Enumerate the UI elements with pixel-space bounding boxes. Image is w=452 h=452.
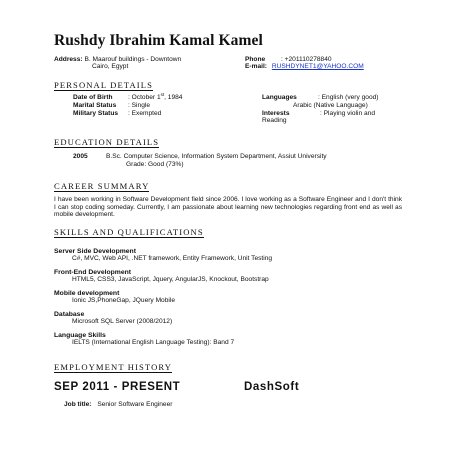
section-skills (54, 227, 204, 237)
dob-value-sup: st (160, 91, 165, 97)
address-line1: B. Maarouf buildings - Downtown (84, 56, 182, 63)
skill-body: IELTS (International English Language Testing): Band 7 (72, 339, 235, 346)
skill-head: Mobile development (54, 290, 120, 297)
phone-value: : +201110278840 (281, 56, 332, 63)
skill-body: C#, MVC, Web API, .NET framework, Entity Framework, Unit Testing (72, 255, 273, 262)
military-row (73, 110, 161, 118)
section-education-details (54, 137, 159, 147)
skill-head: Server Side Development (54, 248, 136, 255)
interests-value2: Reading (262, 117, 287, 124)
section-career-summary (54, 181, 149, 191)
address-line2: Cairo, Egypt (92, 63, 129, 70)
skill-body: HTML5, CSS3, JavaScript, Jquery, AngularJS, Knockout, Bootstrap (72, 276, 269, 283)
dob-value-post: , 1984 (164, 94, 183, 101)
dob-value-pre: : October 1 (128, 94, 161, 101)
military-label: Military Status (73, 110, 119, 117)
section-title: CAREER SUMMARY (54, 181, 150, 191)
phone-label: Phone (245, 56, 266, 63)
address-label: Address: (54, 56, 83, 63)
skill-head: Front-End Development (54, 269, 132, 276)
email-label: E-mail: (245, 63, 267, 70)
employment-period: SEP 2011 - PRESENT (54, 381, 181, 393)
dob-label: Date of Birth (73, 94, 113, 101)
military-value: : Exempted (128, 110, 162, 117)
skill-item-database (54, 311, 172, 325)
skill-item-frontend (54, 269, 269, 283)
education-degree: B.Sc. Computer Science, Information System Department, Assiut University (106, 153, 327, 160)
skill-body: Ionic JS,PhoneGap, JQuery Mobile (72, 297, 175, 304)
languages-value2: Arabic (Native Language) (293, 102, 368, 109)
email-link[interactable]: RUSHDYNET1@YAHOO.COM (271, 63, 364, 70)
marital-row (73, 102, 150, 110)
section-employment-history (54, 362, 172, 372)
skill-head: Language Skills (54, 332, 106, 339)
skill-body: Microsoft SQL Server (2008/2012) (72, 318, 173, 325)
languages-row (262, 94, 378, 102)
section-title: SKILLS AND QUALIFICATIONS (54, 227, 204, 237)
section-title: EDUCATION DETAILS (54, 137, 160, 147)
interests-label: Interests (262, 110, 290, 117)
skill-item-language (54, 332, 234, 346)
section-title: EMPLOYMENT HISTORY (54, 362, 173, 372)
job-title-label: Job title: (64, 401, 92, 408)
skill-item-mobile (54, 290, 175, 304)
job-title-value: Senior Software Engineer (97, 401, 173, 408)
career-summary-text: I have been working in Software Development field since 2006. I love working as a Software Engineer and I don't think I can stop coding someday. Currently, I am passionate about learning new technologies regarding front end as well as mobile development. (54, 196, 402, 219)
languages-label: Languages (262, 94, 297, 101)
marital-label: Marital Status (73, 102, 117, 109)
email-row (245, 63, 364, 71)
interests-value1: : Playing violin and (320, 110, 375, 117)
section-title: PERSONAL DETAILS (54, 80, 153, 90)
languages-value1: : English (very good) (318, 94, 379, 101)
marital-value: : Single (128, 102, 150, 109)
skill-item-server (54, 248, 272, 262)
education-year: 2005 (73, 153, 88, 160)
skill-head: Database (54, 311, 85, 318)
dob-row (73, 91, 183, 102)
employment-company: DashSoft (244, 381, 300, 393)
section-personal-details (54, 80, 153, 90)
job-title-row (64, 401, 172, 409)
education-grade: Grade: Good (73%) (126, 161, 184, 168)
candidate-name: Rushdy Ibrahim Kamal Kamel (54, 32, 263, 49)
education-row (73, 153, 327, 161)
